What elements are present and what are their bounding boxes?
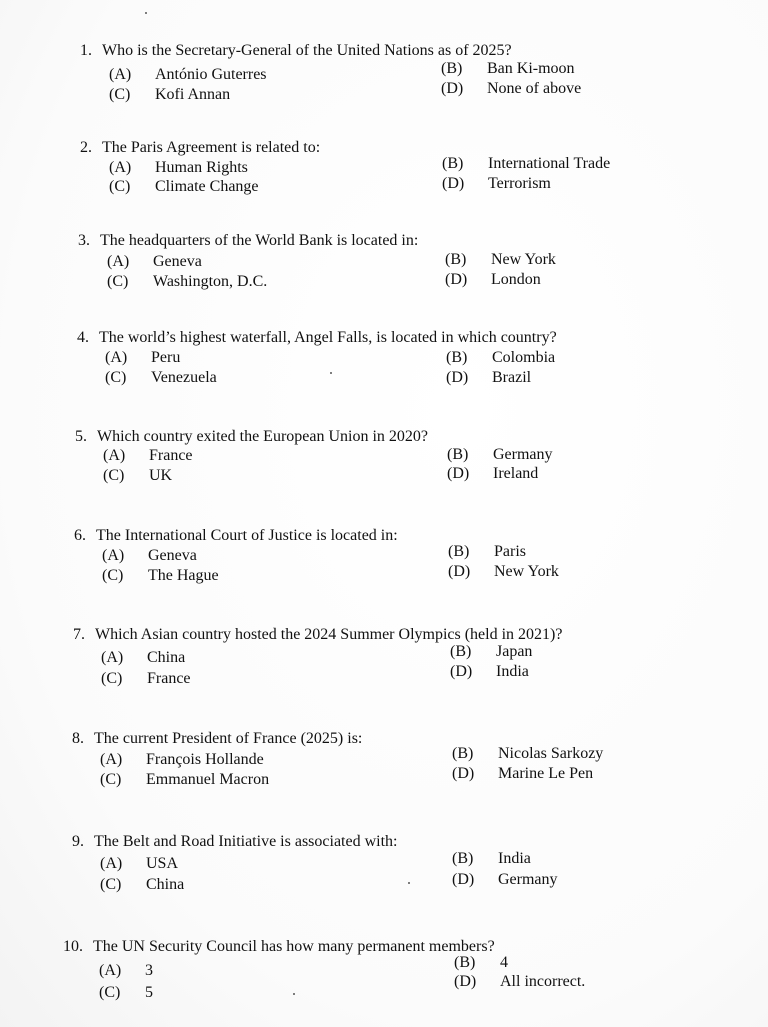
option-letter: (A) — [99, 962, 122, 979]
option-a[interactable] — [109, 158, 248, 178]
question-text-line — [80, 41, 512, 61]
option-c[interactable] — [102, 566, 219, 586]
option-text: Kofi Annan — [155, 86, 231, 103]
option-b[interactable] — [448, 542, 526, 562]
option-text: New York — [491, 251, 556, 268]
question-text: Which Asian country hosted the 2024 Summer Olympics (held in 2021)? — [95, 626, 563, 643]
option-text: China — [146, 876, 185, 893]
option-c[interactable] — [100, 875, 184, 895]
option-letter: (A) — [100, 855, 123, 872]
option-d[interactable] — [441, 79, 581, 99]
question-number: 7. — [73, 626, 85, 643]
option-letter: (D) — [445, 271, 468, 288]
question-text: The Paris Agreement is related to: — [102, 139, 321, 156]
question-number: 5. — [75, 428, 87, 445]
option-text: All incorrect. — [500, 973, 586, 990]
option-text: None of above — [487, 80, 582, 97]
question-text: The UN Security Council has how many permanent members? — [93, 938, 495, 955]
option-text: Marine Le Pen — [498, 765, 594, 782]
option-c[interactable] — [105, 368, 217, 388]
option-letter: (C) — [105, 369, 127, 386]
option-d[interactable] — [445, 270, 541, 290]
option-text: The Hague — [148, 567, 219, 584]
option-a[interactable] — [109, 65, 267, 85]
option-text: 5 — [145, 984, 153, 1001]
question-text: The world’s highest waterfall, Angel Falls, is located in which country? — [99, 329, 557, 346]
question-text: Who is the Secretary-General of the United Nations as of 2025? — [102, 42, 512, 59]
option-text: 3 — [145, 962, 153, 979]
option-text: António Guterres — [155, 66, 267, 83]
question-number: 2. — [80, 139, 92, 156]
option-letter: (A) — [103, 447, 126, 464]
option-letter: (B) — [452, 850, 474, 867]
question-number: 1. — [80, 42, 92, 59]
question-text-line — [74, 526, 398, 546]
option-letter: (C) — [109, 86, 131, 103]
option-text: USA — [146, 855, 179, 872]
option-text: France — [147, 670, 191, 687]
option-text: Peru — [151, 349, 181, 366]
option-text: New York — [494, 563, 559, 580]
option-text: Terrorism — [488, 175, 551, 192]
question-number: 4. — [77, 329, 89, 346]
option-letter: (D) — [447, 465, 470, 482]
option-letter: (A) — [105, 349, 128, 366]
question-number: 10. — [63, 938, 83, 955]
option-d[interactable] — [448, 562, 559, 582]
option-d[interactable] — [450, 662, 529, 682]
option-text: Ban Ki-moon — [487, 60, 575, 77]
option-letter: (B) — [447, 446, 469, 463]
option-text: Washington, D.C. — [153, 273, 268, 290]
option-b[interactable] — [441, 59, 575, 79]
option-d[interactable] — [452, 764, 593, 784]
option-letter: (D) — [446, 369, 469, 386]
option-b[interactable] — [447, 445, 553, 465]
question-number: 6. — [74, 527, 86, 544]
option-letter: (B) — [446, 349, 468, 366]
option-letter: (A) — [101, 649, 124, 666]
option-letter: (C) — [102, 567, 124, 584]
option-text: Human Rights — [155, 159, 248, 176]
option-letter: (D) — [441, 80, 464, 97]
question-number: 8. — [72, 730, 84, 747]
option-text: India — [496, 663, 529, 680]
option-letter: (B) — [445, 251, 467, 268]
option-text: China — [147, 649, 186, 666]
option-letter: (A) — [109, 66, 132, 83]
question-text: The International Court of Justice is located in: — [96, 527, 398, 544]
option-letter: (C) — [100, 876, 122, 893]
option-d[interactable] — [447, 464, 538, 484]
question-number: 9. — [72, 833, 84, 850]
option-letter: (C) — [101, 670, 123, 687]
option-text: International Trade — [488, 155, 611, 172]
option-text: Ireland — [493, 465, 539, 482]
option-text: London — [491, 271, 541, 288]
option-b[interactable] — [454, 953, 508, 973]
option-b[interactable] — [450, 642, 532, 662]
question-text-line — [80, 138, 321, 158]
option-letter: (C) — [100, 771, 122, 788]
option-text: Colombia — [492, 349, 556, 366]
question-number: 3. — [78, 232, 90, 249]
option-letter: (A) — [107, 253, 130, 270]
question-text-line — [78, 231, 419, 251]
option-text: Germany — [493, 446, 553, 463]
option-d[interactable] — [452, 870, 558, 890]
question-text: The Belt and Road Initiative is associated with: — [94, 833, 398, 850]
option-d[interactable] — [446, 368, 531, 388]
question-text-line — [75, 427, 429, 447]
option-text: UK — [149, 467, 173, 484]
option-a[interactable] — [102, 546, 197, 566]
paper-speck — [293, 993, 295, 995]
question-text-line — [72, 729, 363, 749]
question-text-line — [72, 832, 398, 852]
option-text: Geneva — [148, 547, 197, 564]
option-letter: (B) — [452, 745, 474, 762]
option-c[interactable] — [103, 466, 172, 486]
question-text-line — [63, 937, 495, 957]
paper-speck — [145, 12, 147, 14]
option-text: Venezuela — [151, 369, 217, 386]
option-a[interactable] — [100, 750, 264, 770]
option-text: Germany — [498, 871, 558, 888]
option-a[interactable] — [101, 648, 185, 668]
paper-speck — [408, 882, 410, 884]
option-text: Emmanuel Macron — [146, 771, 270, 788]
option-b[interactable] — [452, 744, 603, 764]
option-text: India — [498, 850, 531, 867]
question-text: The headquarters of the World Bank is located in: — [100, 232, 419, 249]
option-text: Brazil — [492, 369, 532, 386]
option-text: Geneva — [153, 253, 202, 270]
option-c[interactable] — [101, 669, 191, 689]
option-b[interactable] — [445, 250, 556, 270]
question-text: Which country exited the European Union in 2020? — [97, 428, 429, 445]
option-a[interactable] — [100, 854, 178, 874]
option-text: François Hollande — [146, 751, 264, 768]
option-b[interactable] — [446, 348, 555, 368]
option-letter: (C) — [109, 178, 131, 195]
option-letter: (A) — [102, 547, 125, 564]
option-b[interactable] — [442, 154, 610, 174]
option-letter: (D) — [442, 175, 465, 192]
option-letter: (D) — [450, 663, 473, 680]
option-d[interactable] — [442, 174, 551, 194]
option-letter: (C) — [107, 273, 129, 290]
option-a[interactable] — [99, 961, 153, 981]
option-letter: (B) — [448, 543, 470, 560]
option-letter: (C) — [103, 467, 125, 484]
option-letter: (A) — [100, 751, 123, 768]
option-letter: (B) — [450, 643, 472, 660]
question-text-line — [77, 328, 557, 348]
option-text: Climate Change — [155, 178, 259, 195]
option-text: Japan — [496, 643, 533, 660]
option-text: Nicolas Sarkozy — [498, 745, 604, 762]
option-c[interactable] — [107, 272, 267, 292]
option-c[interactable] — [99, 983, 153, 1003]
option-b[interactable] — [452, 849, 531, 869]
option-a[interactable] — [105, 348, 180, 368]
option-a[interactable] — [103, 446, 193, 466]
option-letter: (A) — [109, 159, 132, 176]
option-letter: (C) — [99, 984, 121, 1001]
option-letter: (D) — [452, 765, 475, 782]
option-letter: (D) — [454, 973, 477, 990]
option-text: Paris — [494, 543, 526, 560]
option-c[interactable] — [109, 85, 230, 105]
option-c[interactable] — [109, 177, 259, 197]
option-letter: (B) — [441, 60, 463, 77]
option-d[interactable] — [454, 972, 585, 992]
option-text: 4 — [500, 954, 508, 971]
option-a[interactable] — [107, 252, 202, 272]
option-letter: (B) — [442, 155, 464, 172]
option-letter: (D) — [448, 563, 471, 580]
paper-speck — [330, 372, 332, 374]
question-text: The current President of France (2025) is: — [94, 730, 363, 747]
option-text: France — [149, 447, 193, 464]
option-c[interactable] — [100, 770, 269, 790]
option-letter: (D) — [452, 871, 475, 888]
option-letter: (B) — [454, 954, 476, 971]
